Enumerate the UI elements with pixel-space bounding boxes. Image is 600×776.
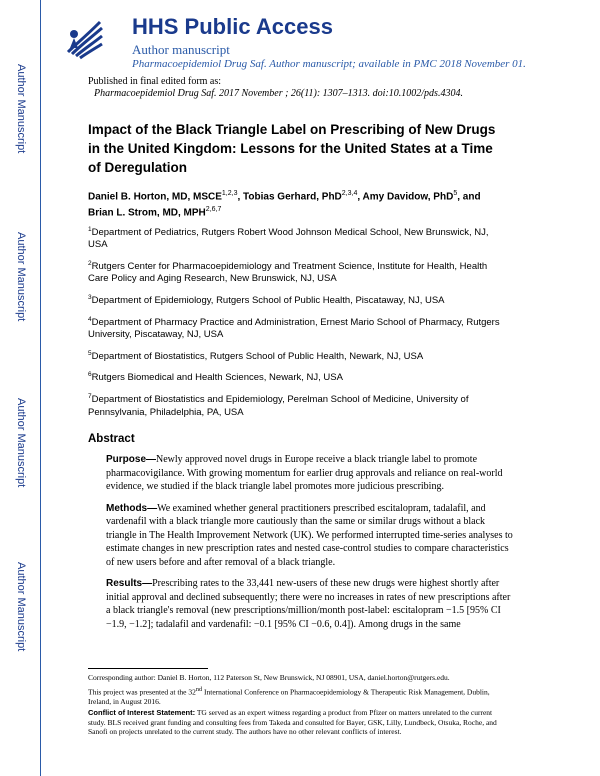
affiliation — [88, 369, 508, 385]
author-affiliation-refs: 2,6,7 — [205, 206, 222, 214]
author-affiliation-refs: 1,2,3 — [221, 190, 238, 197]
abstract-section-label: Purpose— — [106, 454, 157, 466]
author-name: Amy Davidow, PhD — [362, 191, 454, 203]
author-separator: , — [237, 191, 244, 203]
affiliation-number: 7 — [88, 393, 92, 401]
sidebar-label: Author Manuscript — [15, 562, 27, 652]
abstract-section-label: Methods— — [106, 502, 158, 514]
sidebar-divider — [40, 0, 41, 776]
affiliation-text: Department of Pharmacy Practice and Administration, Ernest Mario School of Pharmacy, Rutgers University, Piscataway, NJ, USA — [88, 316, 500, 341]
affiliation — [88, 292, 508, 308]
abstract-results — [106, 577, 516, 631]
author-affiliation-refs: 5 — [453, 190, 458, 197]
affiliation-text: Department of Epidemiology, Rutgers School of Public Health, Piscataway, NJ, USA — [91, 295, 445, 307]
sidebar-label: Author Manuscript — [15, 398, 27, 488]
affiliation-text: Department of Biostatistics, Rutgers School of Public Health, Newark, NJ, USA — [91, 350, 424, 362]
presentation-note-text: International Conference on Pharmacoepidemiology & Therapeutic Risk Management, Dublin, Ireland, in August 2016. — [88, 687, 490, 706]
sidebar-label: Author Manuscript — [15, 232, 27, 322]
author-name: Tobias Gerhard, PhD — [243, 191, 342, 203]
publication-info — [88, 76, 568, 100]
abstract-section-text: Prescribing rates to the 33,441 new-users of these new drugs were highest shortly after initial approval and declined subsequently; there were no increases in rates of new prescriptions after a black triangle's removal (new prescriptions/million/month post-label: escitalopram −1.5 [95% CI −1.9, −1.2]; tadalafil and vardenafil: −0.1 [95% CI −0.6, 0.4]). Among drugs in the same — [106, 578, 511, 630]
affiliation-number: 5 — [88, 349, 92, 357]
abstract-section-text: Newly approved novel drugs in Europe receive a black triangle label to promote pharmacovigilance. With growing momentum for earlier drug approvals and reliance on real-world evidence, we studied if the black triangle label promotes more judicious prescribing. — [106, 454, 503, 493]
hhs-eagle-logo-icon — [62, 14, 106, 64]
presentation-note-text: This project was presented at the 32 — [88, 687, 196, 696]
affiliation-text: Department of Biostatistics and Epidemiology, Perelman School of Medicine, University of Pennsylvania, Philadelphia, PA, USA — [88, 394, 469, 418]
citation-text: Pharmacoepidemiol Drug Saf. 2017 November ; 26(11): 1307–1313. doi:10.1002/pds.4304. — [94, 88, 463, 99]
hhs-title: HHS Public Access — [132, 14, 333, 39]
conflict-of-interest-note — [88, 708, 508, 737]
journal-availability-text: Pharmacoepidemiol Drug Saf. Author manuscript; available in PMC 2018 November 01. — [132, 58, 526, 70]
article-title: Impact of the Black Triangle Label on Prescribing of New Drugs in the United Kingdom: Lessons for the United States at a Time of Deregulation — [88, 122, 496, 175]
affiliation — [88, 348, 508, 364]
hhs-header — [62, 10, 582, 72]
coi-text: TG served as an expert witness regarding a product from Pfizer on matters unrelated to the current study. BLS received grant funding and consulting fees from Takeda and consulted for Bayer, GSK, Lilly, Lundbeck, Otsuka, Roche, and Sanofi on projects unrelated to the current study. The authors have no other relevant conflicts of interest. — [88, 708, 497, 736]
affiliation-number: 2 — [88, 259, 92, 267]
article-content — [88, 120, 513, 639]
footnotes — [88, 668, 508, 739]
published-label: Published in final edited form as: — [88, 76, 222, 87]
author-name: Brian L. Strom, MD, MPH — [88, 207, 206, 219]
affiliation-number: 4 — [88, 315, 92, 323]
sidebar-label: Author Manuscript — [15, 64, 27, 154]
author-separator: , — [357, 191, 363, 203]
affiliation — [88, 391, 508, 419]
journal-availability — [132, 58, 526, 70]
affiliation-text: Department of Pediatrics, Rutgers Robert Wood Johnson Medical School, New Brunswick, NJ, USA — [88, 226, 489, 251]
ordinal-suffix: nd — [195, 685, 203, 693]
abstract-heading: Abstract — [88, 433, 135, 446]
affiliation — [88, 224, 508, 252]
affiliation-text: Rutgers Biomedical and Health Sciences, Newark, NJ, USA — [91, 372, 343, 384]
abstract-section-text: We examined whether general practitioners prescribed escitalopram, tadalafil, and vardenafil with a black triangle more cautiously than the same or similar drugs without a black triangle in The Health Improvement Network (UK). We performed interrupted time-series analyses to estimate changes in new prescription rates and nested case-control studies to compare characteristics of new users before and after removal of a black triangle. — [106, 502, 513, 568]
presentation-note — [88, 685, 508, 707]
affiliation — [88, 258, 508, 286]
abstract-section-label: Results— — [106, 578, 153, 590]
affiliation-number: 1 — [88, 225, 92, 233]
author-manuscript-sidebar — [0, 0, 40, 776]
abstract-methods — [106, 502, 516, 570]
affiliation-number: 3 — [88, 293, 92, 301]
author-affiliation-refs: 2,3,4 — [341, 190, 358, 197]
abstract-purpose — [106, 453, 516, 494]
footnote-rule — [88, 668, 208, 669]
author-list — [88, 187, 508, 220]
author-separator: , and — [457, 191, 481, 203]
citation — [88, 88, 568, 100]
author-name: Daniel B. Horton, MD, MSCE — [88, 191, 222, 203]
coi-label: Conflict of Interest Statement: — [88, 708, 196, 717]
corresponding-author-note: Corresponding author: Daniel B. Horton, 112 Paterson St, New Brunswick, NJ 08901, USA, daniel.horton@rutgers.edu. — [88, 673, 450, 682]
affiliation — [88, 314, 508, 342]
hhs-subtitle: Author manuscript — [132, 42, 230, 57]
affiliation-text: Rutgers Center for Pharmacoepidemiology and Treatment Science, Institute for Health, Health Care Policy and Aging Research, New Brunswick, NJ, USA — [88, 260, 488, 285]
affiliation-number: 6 — [88, 371, 92, 379]
